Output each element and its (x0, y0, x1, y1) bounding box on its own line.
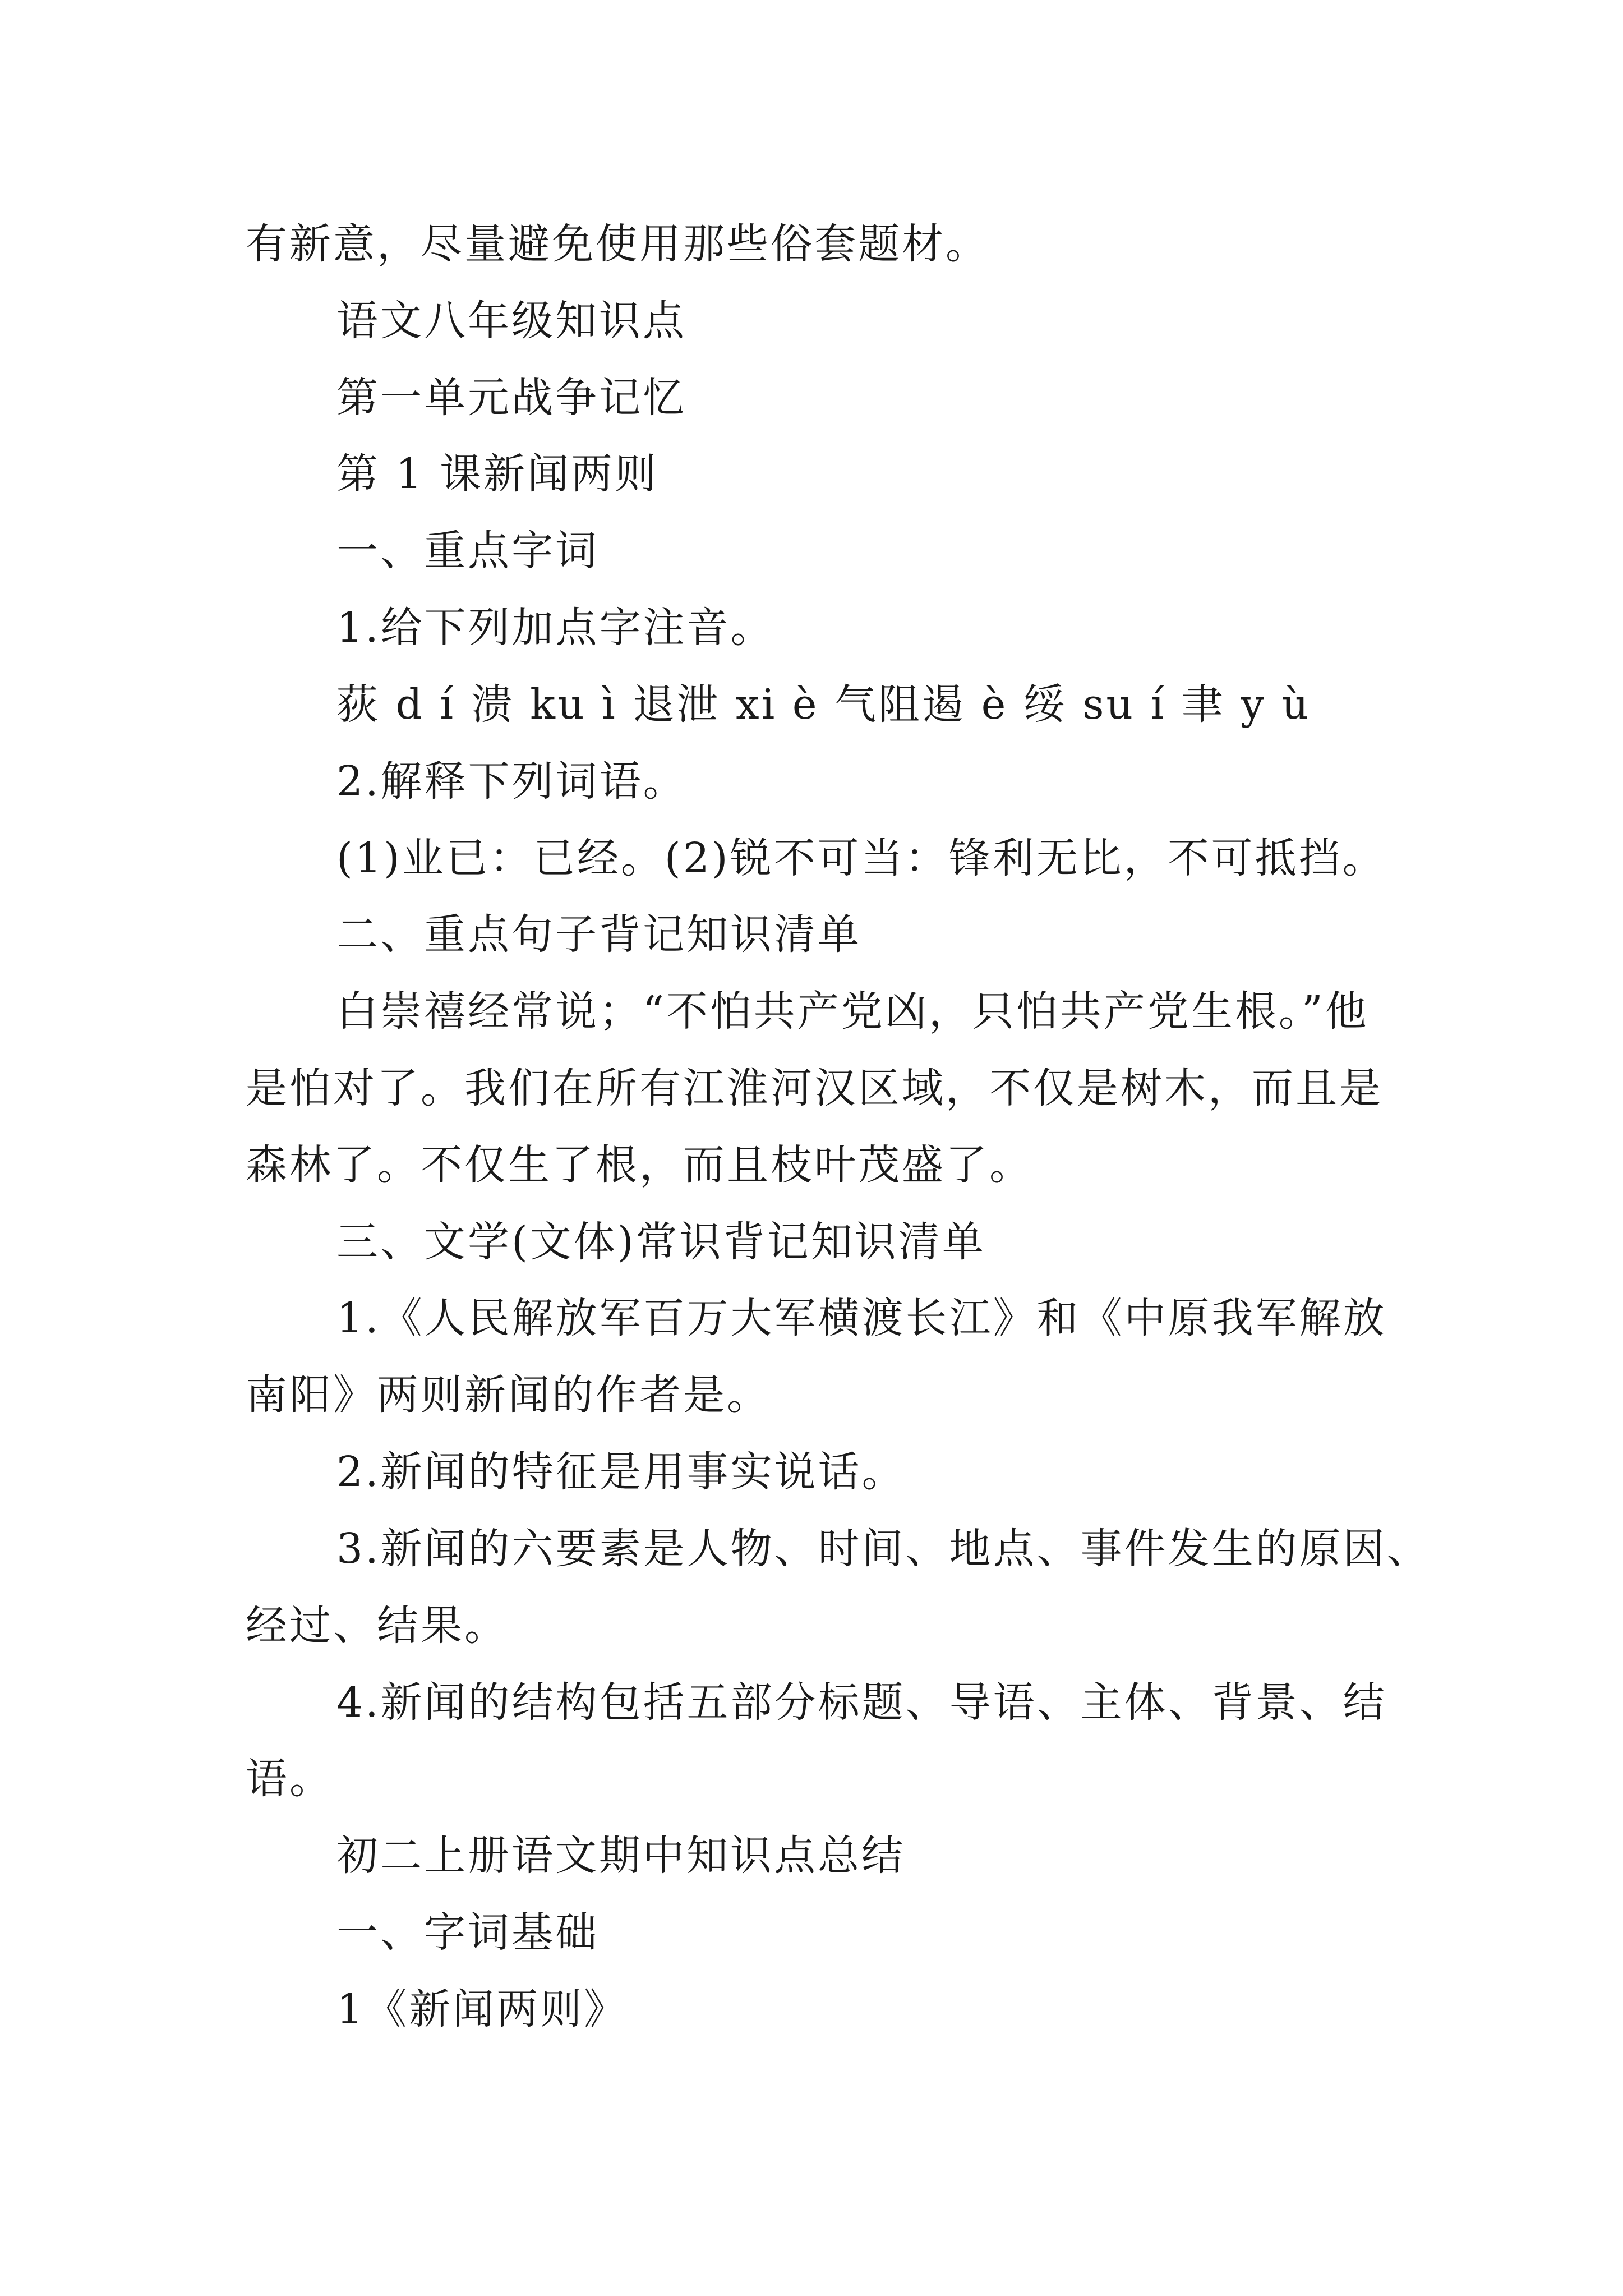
section-heading: 初二上册语文期中知识点总结 (336, 1832, 905, 1880)
text-line: (1)业已：已经。(2)锐不可当：锋利无比，不可抵挡。 (336, 834, 1386, 882)
text-line: 南阳》两则新闻的作者是。 (246, 1371, 771, 1419)
text-line: 有新意，尽量避免使用那些俗套题材。 (246, 220, 989, 268)
text-line: 3.新闻的六要素是人物、时间、地点、事件发生的原因、 (336, 1525, 1431, 1573)
text-line: 4.新闻的结构包括五部分标题、导语、主体、背景、结 (336, 1678, 1387, 1727)
subsection-heading: 二、重点句子背记知识清单 (336, 910, 861, 959)
text-line: 1.给下列加点字注音。 (336, 604, 774, 652)
section-heading: 语文八年级知识点 (336, 297, 686, 345)
text-line: 语。 (246, 1755, 333, 1803)
subsection-heading: 三、文学(文体)常识背记知识清单 (336, 1218, 986, 1266)
text-line: 白崇禧经常说；“不怕共产党凶，只怕共产党生根。”他 (336, 987, 1369, 1036)
text-line: 经过、结果。 (246, 1602, 508, 1650)
text-line: 2.解释下列词语。 (336, 757, 687, 806)
unit-heading: 第一单元战争记忆 (336, 374, 686, 422)
text-line: 1.《人民解放军百万大军横渡长江》和《中原我军解放 (336, 1294, 1387, 1342)
pinyin-line: 荻 d í 溃 ku ì 退泄 xi è 气阻遏 è 绥 su í 聿 y ù (336, 680, 1311, 729)
lesson-heading: 第 1 课新闻两则 (336, 450, 659, 498)
text-line: 森林了。不仅生了根，而且枝叶茂盛了。 (246, 1141, 1033, 1189)
text-line: 2.新闻的特征是用事实说话。 (336, 1448, 906, 1496)
text-line: 是怕对了。我们在所有江淮河汉区域，不仅是树木，而且是 (246, 1064, 1383, 1112)
subsection-heading: 一、重点字词 (336, 527, 599, 575)
subsection-heading: 一、字词基础 (336, 1908, 599, 1957)
text-line: 1《新闻两则》 (336, 1985, 628, 2033)
